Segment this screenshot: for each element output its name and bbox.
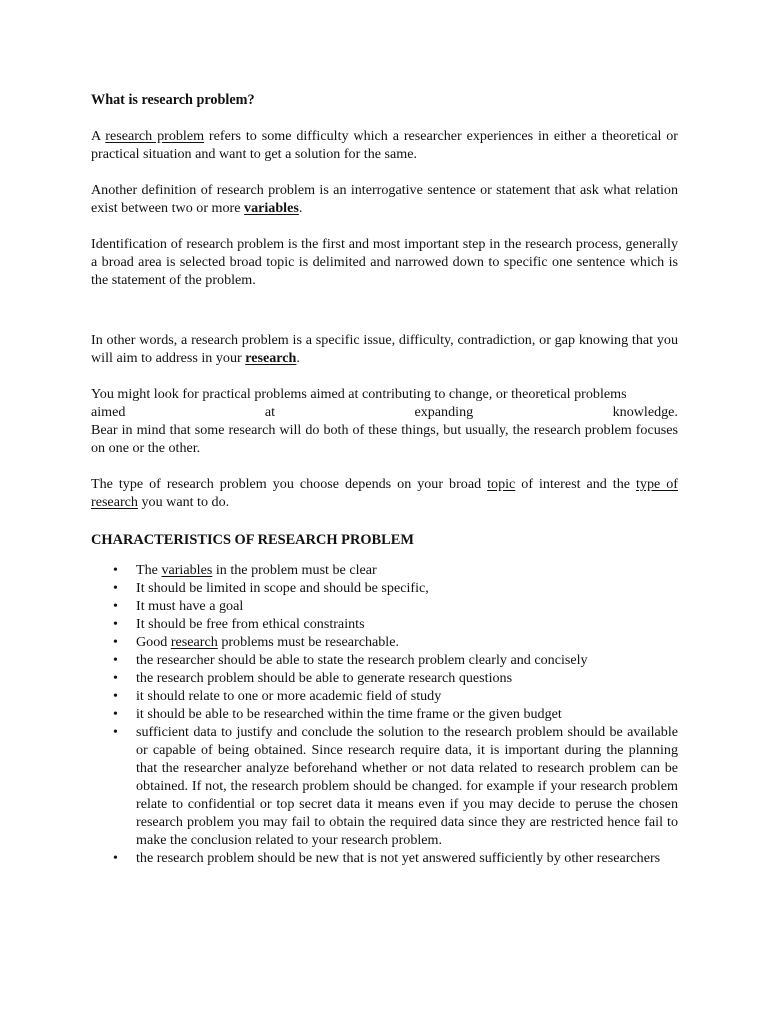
bullet-icon: • — [113, 850, 118, 866]
characteristics-list — [91, 561, 678, 867]
research-link[interactable]: research — [170, 634, 218, 650]
text: refers to some difficulty which a researcher experiences in either a theoretical or practical situation and want to get a solution for the same. — [91, 128, 678, 162]
text: Another definition of research problem is an interrogative sentence or statement that ask what relation exist between two or more — [91, 182, 678, 216]
list-item — [91, 633, 678, 651]
list-item — [91, 669, 678, 687]
paragraph-other-words — [91, 331, 678, 367]
bullet-icon: • — [113, 688, 118, 704]
paragraph-second-definition — [91, 181, 678, 217]
text: the researcher should be able to state the research problem clearly and concisely — [136, 652, 588, 668]
list-item — [91, 597, 678, 615]
word: expanding — [414, 404, 474, 420]
page-title: What is research problem? — [91, 92, 255, 108]
bullet-icon: • — [113, 598, 118, 614]
list-item — [91, 651, 678, 669]
text: the research problem should be able to generate research questions — [136, 670, 513, 686]
text: The — [136, 562, 162, 578]
text: It must have a goal — [136, 598, 244, 614]
bullet-icon: • — [113, 634, 118, 650]
text: Good — [136, 634, 171, 650]
variables-link[interactable]: variables — [244, 200, 299, 216]
list-item — [91, 561, 678, 579]
list-item — [91, 615, 678, 633]
section-heading: CHARACTERISTICS OF RESEARCH PROBLEM — [91, 532, 414, 548]
research-problem-link[interactable]: research problem — [105, 128, 205, 144]
justified-line — [91, 403, 678, 421]
text-line: You might look for practical problems aimed at contributing to change, or theoretical problems — [91, 386, 627, 402]
topic-link[interactable]: topic — [487, 476, 516, 492]
text: in the problem must be clear — [212, 562, 377, 578]
paragraph-definition — [91, 127, 678, 163]
text: The type of research problem you choose depends on your broad — [91, 476, 488, 492]
bullet-icon: • — [113, 706, 118, 722]
text: sufficient data to justify and conclude the solution to the research problem should be available or capable of being obtained. Since research require data, it is important during the planning that the researcher analyze beforehand whether or not data related to research problem can be obtained. If not, the research problem should be changed. for example if your research problem relate to confidential or top secret data it means even if you may decide to peruse the chosen research problem you may fail to obtain the required data since they are restricted hence fail to make the conclusion related to your research problem. — [136, 724, 678, 848]
bullet-icon: • — [113, 652, 118, 668]
paragraph-identification: Identification of research problem is the first and most important step in the research process, generally a broad area is selected broad topic is delimited and narrowed down to specific one sentence which is the statement of the problem. — [91, 236, 678, 288]
text: . — [296, 350, 300, 366]
type-of-research-link[interactable]: type of research — [91, 476, 678, 510]
text: it should be able to be researched within the time frame or the given budget — [136, 706, 562, 722]
document-body — [91, 91, 678, 867]
text: of interest and the — [515, 476, 636, 492]
bullet-icon: • — [113, 580, 118, 596]
word: knowledge. — [612, 404, 678, 420]
bullet-icon: • — [113, 724, 118, 740]
list-item — [91, 849, 678, 867]
text: problems must be researchable. — [217, 634, 399, 650]
text: It should be limited in scope and should be specific, — [136, 580, 429, 596]
text: it should relate to one or more academic field of study — [136, 688, 442, 704]
text-block: Bear in mind that some research will do both of these things, but usually, the research problem focuses on one or the other. — [91, 422, 678, 456]
bullet-icon: • — [113, 616, 118, 632]
text: A — [91, 128, 106, 144]
text: . — [298, 200, 303, 216]
bullet-icon: • — [113, 562, 118, 578]
variables-link[interactable]: variables — [161, 562, 213, 578]
list-item — [91, 723, 678, 849]
word: at — [264, 404, 276, 420]
paragraph-practical-problems — [91, 385, 678, 457]
research-link[interactable]: research — [245, 350, 297, 366]
word: aimed — [91, 404, 126, 420]
paragraph-type-of-problem — [91, 475, 678, 511]
list-item — [91, 705, 678, 723]
text: you want to do. — [137, 494, 230, 510]
text: the research problem should be new that is not yet answered sufficiently by other researchers — [136, 850, 661, 866]
list-item — [91, 687, 678, 705]
list-item — [91, 579, 678, 597]
text: In other words, a research problem is a specific issue, difficulty, contradiction, or gap knowing that you will aim to address in your — [91, 332, 678, 366]
bullet-icon: • — [113, 670, 118, 686]
text: It should be free from ethical constraints — [136, 616, 365, 632]
